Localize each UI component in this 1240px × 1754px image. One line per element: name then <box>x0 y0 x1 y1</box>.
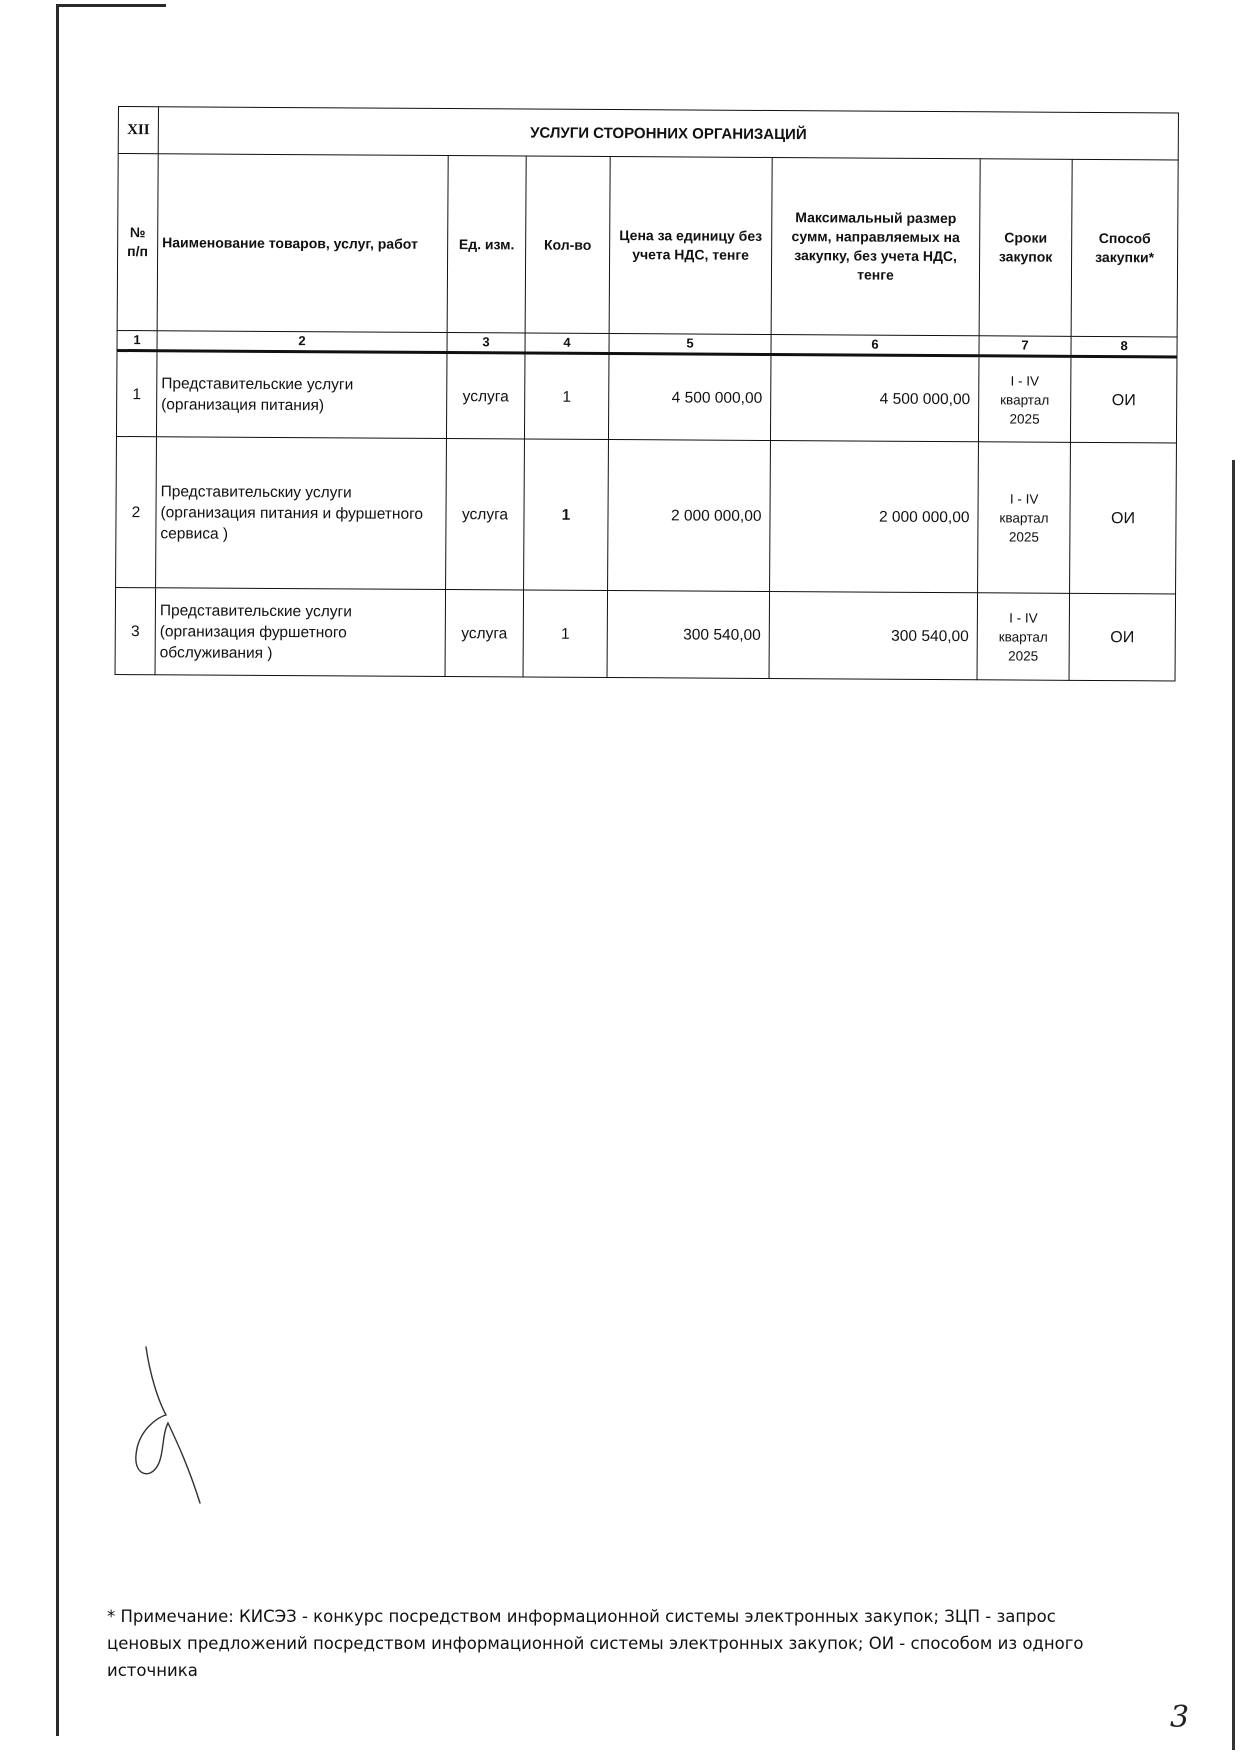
col-index: 7 <box>979 336 1071 357</box>
footnote: * Примечание: КИСЭЗ - конкурс посредством информационной системы электронных закупок; ЗЦП - запрос ценовых предложений посредством информационной системы электронных закупок; ОИ - способом из одного источника <box>107 1607 1084 1680</box>
col-index: 1 <box>117 330 157 350</box>
row-name: Представительские услуги (организация фуршетного обслуживания ) <box>155 588 446 677</box>
col-header-num: № п/п <box>117 154 158 331</box>
procurement-table <box>115 106 1180 681</box>
col-index: 3 <box>447 333 525 353</box>
row-number: 2 <box>116 436 157 587</box>
row-qty: 1 <box>523 590 608 678</box>
row-unit: услуга <box>446 439 525 590</box>
row-period <box>977 593 1070 681</box>
row-method: ОИ <box>1070 442 1177 594</box>
row-max-amount: 300 540,00 <box>769 591 978 679</box>
col-header-price: Цена за единицу без учета НДС, тенге <box>609 157 772 335</box>
page-number: 3 <box>1170 1700 1190 1735</box>
col-index: 8 <box>1071 336 1177 357</box>
row-number: 1 <box>116 350 157 436</box>
col-header-method: Способ закупки* <box>1071 159 1178 337</box>
row-name: Представительские услуги (организация питания) <box>156 351 447 439</box>
row-method: ОИ <box>1070 356 1177 443</box>
section-header-row <box>118 107 1178 160</box>
col-header-name: Наименование товаров, услуг, работ <box>157 154 448 333</box>
table-row <box>116 436 1177 593</box>
col-header-max: Максимальный размер сумм, направляемых на закупку, без учета НДС, тенге <box>771 157 980 335</box>
row-max-amount: 2 000 000,00 <box>770 440 979 592</box>
scan-edge-right <box>1232 460 1235 1750</box>
handwritten-signature <box>128 1345 218 1505</box>
row-period-range: I - IV <box>1009 490 1039 507</box>
col-header-unit: Ед. изм. <box>447 156 526 333</box>
row-period-range: I - IV <box>1009 609 1038 626</box>
row-qty: 1 <box>524 353 609 440</box>
row-max-amount: 4 500 000,00 <box>770 354 979 441</box>
row-period <box>978 356 1071 443</box>
row-method: ОИ <box>1069 593 1176 681</box>
col-header-qty: Кол-во <box>525 156 610 334</box>
section-number: XII <box>118 107 158 154</box>
row-price: 2 000 000,00 <box>608 440 771 592</box>
row-price: 4 500 000,00 <box>608 354 771 441</box>
row-number: 3 <box>115 587 156 674</box>
column-header-row <box>117 154 1178 337</box>
row-period-year: 2025 <box>1008 647 1039 664</box>
row-period-unit: квартал <box>998 628 1048 645</box>
row-period-unit: квартал <box>1000 391 1050 408</box>
row-period-range: I - IV <box>1010 372 1040 389</box>
row-period <box>978 442 1071 594</box>
section-title: УСЛУГИ СТОРОННИХ ОРГАНИЗАЦИЙ <box>158 107 1178 160</box>
col-index: 6 <box>771 334 979 355</box>
row-period-unit: квартал <box>999 509 1049 526</box>
col-index: 5 <box>609 334 771 355</box>
table-row <box>115 587 1176 680</box>
row-unit: услуга <box>445 590 524 677</box>
row-period-year: 2025 <box>1009 410 1040 427</box>
col-index: 4 <box>525 333 609 354</box>
table-row <box>116 350 1177 442</box>
scan-edge-left <box>56 6 59 1736</box>
row-name: Представительскиу услуги (организация питания и фуршетного сервиса ) <box>156 437 447 590</box>
row-price: 300 540,00 <box>607 590 770 678</box>
col-index: 2 <box>157 331 447 353</box>
col-header-period: Сроки закупок <box>979 159 1072 337</box>
row-unit: услуга <box>446 353 525 439</box>
row-period-year: 2025 <box>1008 528 1039 545</box>
scan-edge-top <box>56 4 166 7</box>
row-qty: 1 <box>524 439 609 591</box>
